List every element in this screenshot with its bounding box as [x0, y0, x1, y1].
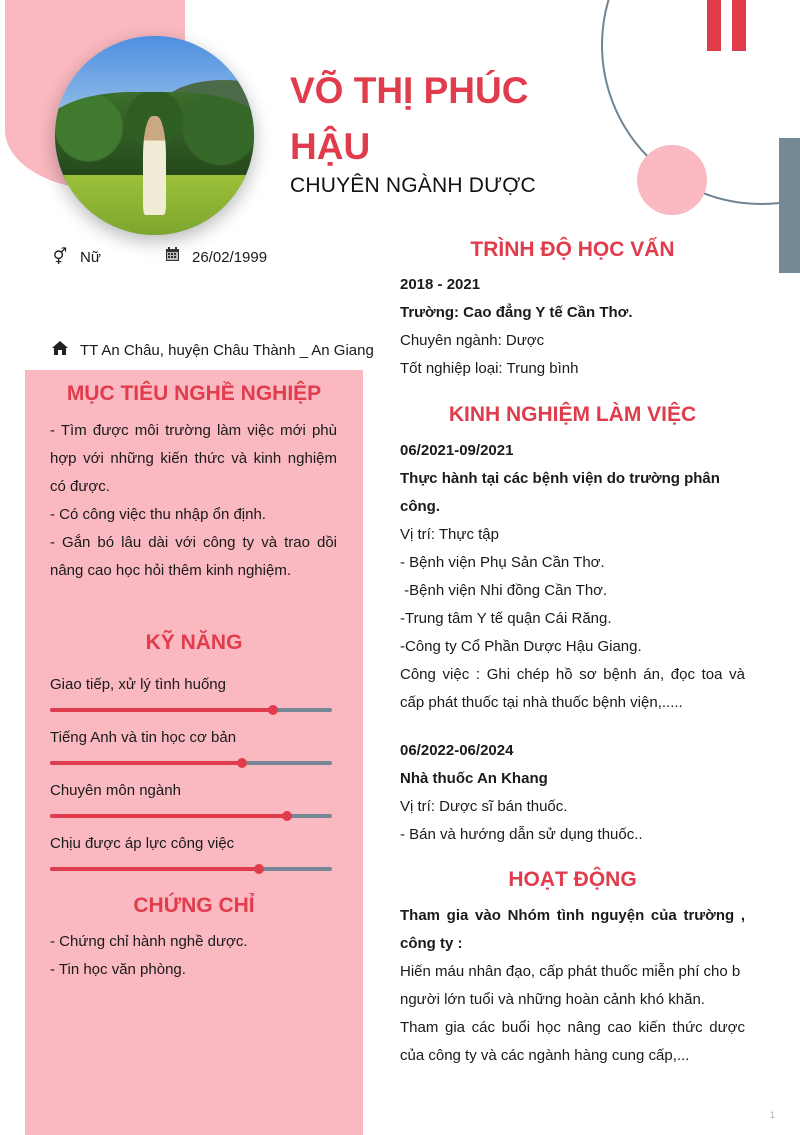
skill-item — [50, 835, 332, 871]
job-company: Thực hành tại các bệnh viện do trường phân công. — [400, 470, 720, 515]
education-grade: Tốt nghiệp loại: Trung bình — [400, 360, 579, 377]
education-major: Chuyên ngành: Dược — [400, 332, 545, 349]
job-line: -Trung tâm Y tế quận Cái Răng. — [400, 610, 612, 627]
job-period: 06/2022-06/2024 — [400, 742, 514, 759]
gender-value: Nữ — [80, 248, 101, 266]
education-period: 2018 - 2021 — [400, 276, 481, 293]
decor-red-bar — [707, 0, 721, 51]
gender-icon: ⚥ — [52, 249, 68, 266]
birthday-row — [162, 247, 267, 267]
activity-line: Tham gia các buổi học nâng cao kiến thức dược của công ty và các ngành hàng cung cấp,... — [400, 1019, 745, 1064]
candidate-major: CHUYÊN NGÀNH DƯỢC — [290, 174, 536, 197]
job-line: - Bán và hướng dẫn sử dụng thuốc.. — [400, 826, 643, 843]
job-company: Nhà thuốc An Khang — [400, 770, 548, 787]
experience-job-2 — [400, 737, 745, 849]
avatar — [55, 36, 254, 235]
skill-knob — [254, 864, 264, 874]
name-line-1: VÕ THỊ PHÚC — [290, 70, 529, 111]
experience-title: KINH NGHIỆM LÀM VIỆC — [448, 403, 697, 426]
skill-knob — [237, 758, 247, 768]
skill-knob — [268, 705, 278, 715]
experience-job-1 — [400, 437, 745, 717]
job-line: -Bệnh viện Nhi đồng Cần Thơ. — [400, 582, 608, 599]
objective-line: - Tìm được môi trường làm việc mới phù hợp với những kiến thức và kinh nghiệm có được. — [50, 422, 337, 495]
certificate-item: - Chứng chỉ hành nghề dược. — [50, 933, 248, 950]
job-period: 06/2021-09/2021 — [400, 442, 514, 459]
decor-gray-bar — [779, 138, 800, 273]
skill-item — [50, 676, 332, 712]
gender-row — [50, 247, 101, 267]
home-icon — [50, 341, 70, 360]
certificates-list — [50, 928, 337, 984]
address-value: TT An Châu, huyện Châu Thành _ An Giang — [80, 342, 374, 359]
education-body — [400, 271, 745, 383]
page-number: 1 — [770, 1110, 776, 1120]
decor-pink-dot — [637, 145, 707, 215]
skill-label: Chuyên môn ngành — [50, 782, 181, 799]
skill-label: Tiếng Anh và tin học cơ bản — [50, 729, 237, 746]
objective-body — [50, 417, 337, 585]
skill-label: Chịu được áp lực công việc — [50, 835, 235, 852]
birthday-value: 26/02/1999 — [192, 248, 268, 266]
skill-knob — [282, 811, 292, 821]
name-line-2: HẬU — [290, 126, 371, 167]
decor-red-bar — [732, 0, 746, 51]
skill-bar — [50, 708, 332, 712]
education-title: TRÌNH ĐỘ HỌC VẤN — [470, 238, 675, 261]
skill-bar — [50, 814, 332, 818]
activities-title: HOẠT ĐỘNG — [508, 868, 637, 891]
job-line: Vị trí: Dược sĩ bán thuốc. — [400, 798, 568, 815]
skill-label: Giao tiếp, xử lý tình huống — [50, 676, 226, 693]
candidate-name — [290, 63, 550, 175]
job-line: Công việc : Ghi chép hồ sơ bệnh án, đọc toa và cấp phát thuốc tại nhà thuốc bệnh viện,..... — [400, 666, 745, 711]
skill-item — [50, 782, 332, 818]
certificates-title: CHỨNG CHỈ — [133, 894, 255, 917]
address-row — [50, 341, 374, 360]
activities-heading: Tham gia vào Nhóm tình nguyện của trường , công ty : — [400, 907, 745, 952]
objective-line: - Có công việc thu nhập ổn định. — [50, 506, 266, 523]
skills-title: KỸ NĂNG — [145, 631, 243, 654]
skill-item — [50, 729, 332, 765]
certificate-item: - Tin học văn phòng. — [50, 961, 186, 978]
activities-body — [400, 902, 745, 1070]
calendar-icon — [162, 247, 182, 267]
skill-bar — [50, 761, 332, 765]
objective-line: - Gắn bó lâu dài với công ty và trao dồi nâng cao học hỏi thêm kinh nghiệm. — [50, 534, 337, 579]
job-line: -Công ty Cổ Phần Dược Hậu Giang. — [400, 638, 642, 655]
activity-line: Hiến máu nhân đạo, cấp phát thuốc miễn phí cho b người lớn tuổi và những hoàn cảnh khó khăn. — [400, 963, 741, 1008]
job-line: - Bệnh viện Phụ Sản Cần Thơ. — [400, 554, 605, 571]
education-school: Trường: Cao đẳng Y tế Cần Thơ. — [400, 304, 633, 321]
skill-bar — [50, 867, 332, 871]
objective-title: MỤC TIÊU NGHỀ NGHIỆP — [66, 382, 322, 405]
job-line: Vị trí: Thực tập — [400, 526, 499, 543]
